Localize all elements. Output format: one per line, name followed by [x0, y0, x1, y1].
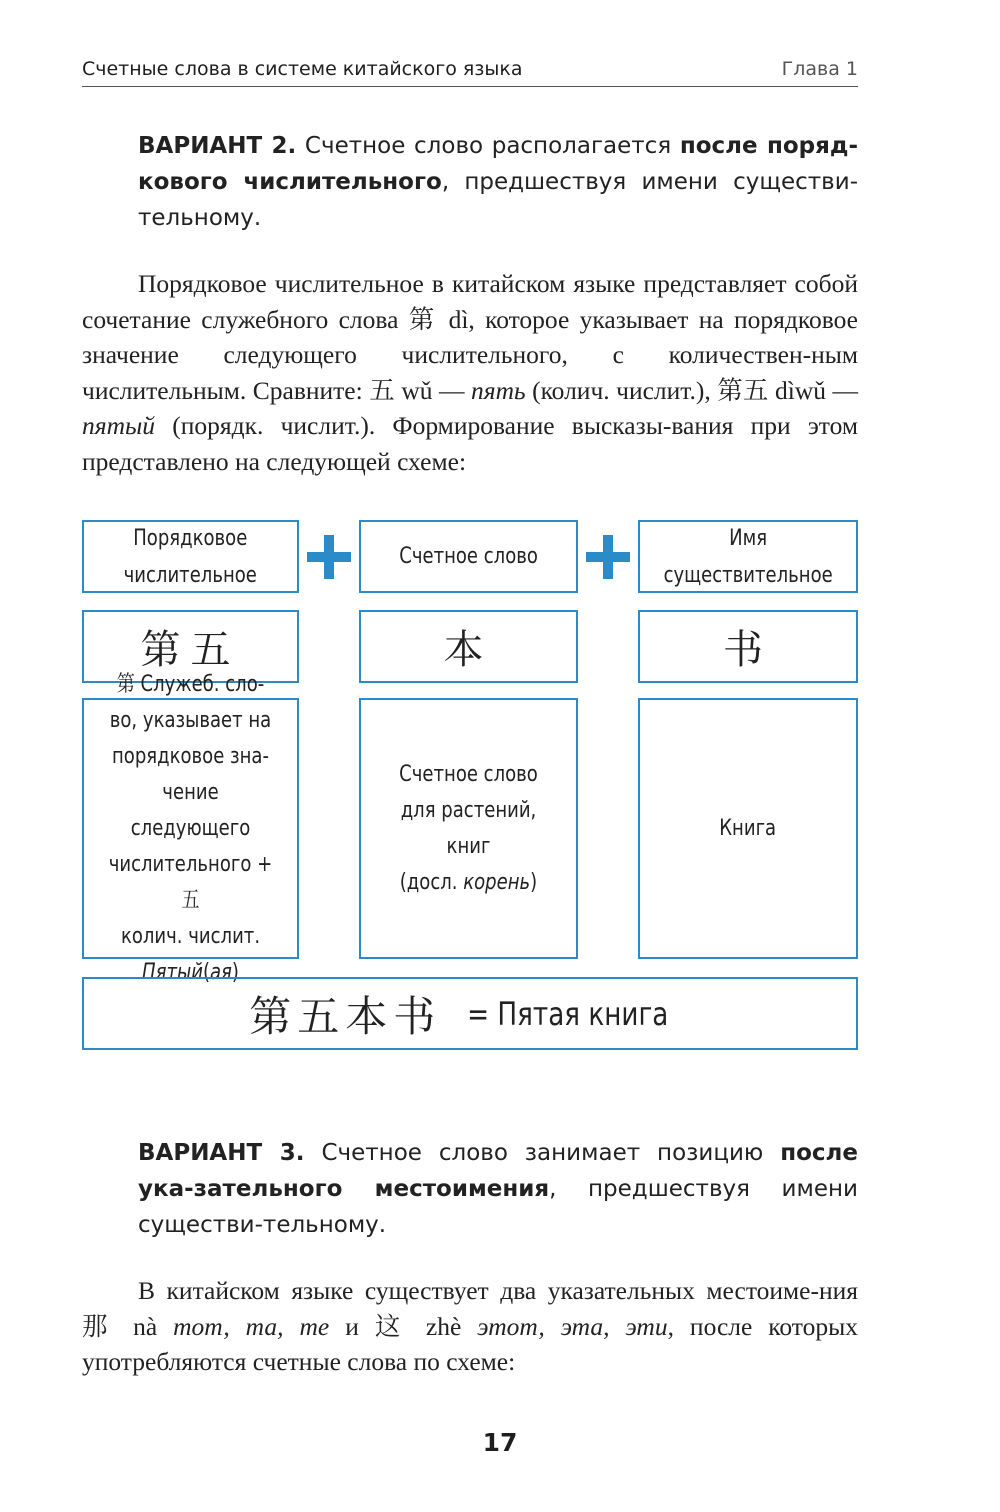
scheme-label-counter [359, 520, 578, 593]
scheme-han-diwu: 第五 [140, 627, 241, 673]
scheme-result [82, 977, 858, 1050]
desc-han-wu: 五 [181, 887, 200, 913]
scheme-label-noun [638, 520, 858, 593]
desc-line5: числительного + [108, 851, 273, 877]
para2-italic-2: этот, эта, эти [477, 1311, 668, 1341]
para1-han-di: 第 [408, 304, 439, 334]
desc-noun-text: Книга [719, 815, 777, 841]
variant3-paragraph [138, 1135, 858, 1243]
para1-italic-1: пять [470, 375, 526, 405]
desc-counter-line2: для растений, книг [400, 797, 537, 859]
para1-text-3: wǔ — [394, 375, 471, 405]
plus-icon [307, 535, 351, 579]
scheme-label-noun-line2: существительное [663, 562, 833, 588]
variant2-paragraph [138, 128, 858, 236]
desc-counter-italic: корень [463, 869, 531, 895]
desc-line7-paren-close: ) [231, 959, 239, 985]
para1-text-2: dì, которое указывает на порядковое значение следующего числительного, с количествен-ным числительным. Сравните: [82, 304, 858, 405]
para1-text-5: dìwǔ — [768, 375, 858, 405]
demonstrative-paragraph [82, 1273, 858, 1380]
para1-text-4: (колич. числит.), [525, 375, 718, 405]
para2-text-2: nà [117, 1311, 174, 1341]
variant3-text-b: , предшествуя имени существи-тельному. [138, 1176, 858, 1238]
ordinal-paragraph [82, 266, 858, 479]
para2-text-1: В китайском языке существует два указательных местоиме-ния [138, 1276, 858, 1305]
para1-italic-2: пятый [82, 411, 156, 440]
plus-icon [586, 535, 630, 579]
scheme-han-counter [359, 610, 578, 683]
desc-line7-italic: Пятый [142, 959, 203, 985]
para2-italic-1: тот, та, те [173, 1311, 330, 1341]
scheme-label-ordinal-line2: числительное [123, 562, 258, 588]
scheme-desc-counter [359, 698, 578, 959]
para2-han-zhe: 这 [374, 1311, 410, 1341]
desc-line2: во, указывает на [109, 707, 272, 733]
para1-text-1: Порядковое числительное в китайском языке представляет собой сочетание служебного слова [82, 269, 858, 334]
para2-text-3: и [329, 1311, 375, 1341]
scheme-desc-noun [638, 698, 858, 959]
para1-han-wu: 五 [369, 375, 395, 405]
desc-line6: колич. числит. [120, 923, 261, 949]
desc-line1: Служеб. сло- [134, 671, 265, 697]
scheme-label-ordinal [82, 520, 299, 593]
para2-text-4: zhè [409, 1311, 478, 1341]
desc-counter-line3a: (досл. [399, 869, 464, 895]
desc-han-di: 第 [116, 671, 135, 697]
scheme-han-noun [638, 610, 858, 683]
variant3-text-a: Счетное слово занимает позицию [304, 1140, 781, 1166]
scheme-han-ben: 本 [443, 627, 494, 673]
running-header [82, 56, 858, 87]
para1-han-diwu: 第五 [717, 375, 769, 405]
result-text: = Пятая книга [467, 994, 669, 1033]
scheme-label-counter-text: Счетное слово [399, 544, 538, 569]
running-header-title: Счетные слова в системе китайского языка [82, 58, 523, 80]
desc-counter-line1: Счетное слово [399, 761, 538, 787]
scheme-label-noun-line1: Имя [729, 525, 767, 551]
para2-text-5: , после которых употребляются счетные слова по схеме: [82, 1311, 858, 1376]
variant2-label: ВАРИАНТ 2. [138, 133, 297, 159]
page-number: 17 [482, 1428, 518, 1457]
variant3-label: ВАРИАНТ 3. [138, 1140, 305, 1166]
desc-line4: чение следующего [130, 779, 251, 841]
desc-line7-ending: ая [209, 959, 232, 985]
scheme-han-shu: 书 [723, 627, 773, 673]
desc-line3: порядковое зна- [111, 743, 270, 769]
variant3-bold: после ука-зательного местоимения [138, 1140, 858, 1202]
result-han: 第五本书 [249, 991, 442, 1041]
scheme-desc-ordinal [82, 671, 299, 985]
variant2-text-b: , предшествуя имени существи-тельному. [138, 169, 858, 231]
para2-han-na: 那 [82, 1311, 118, 1341]
desc-counter-line3b: ) [530, 869, 538, 895]
running-header-chapter: Глава 1 [781, 58, 858, 80]
variant2-bold: после поряд-кового числительного [138, 133, 858, 195]
variant2-text-a: Счетное слово располагается [296, 133, 680, 159]
desc-line7-paren-open: ( [202, 959, 210, 985]
para1-text-6: (порядк. числит.). Формирование высказы-вания при этом представлено на следующей схеме: [82, 411, 858, 476]
scheme-label-ordinal-line1: Порядковое [133, 525, 248, 551]
